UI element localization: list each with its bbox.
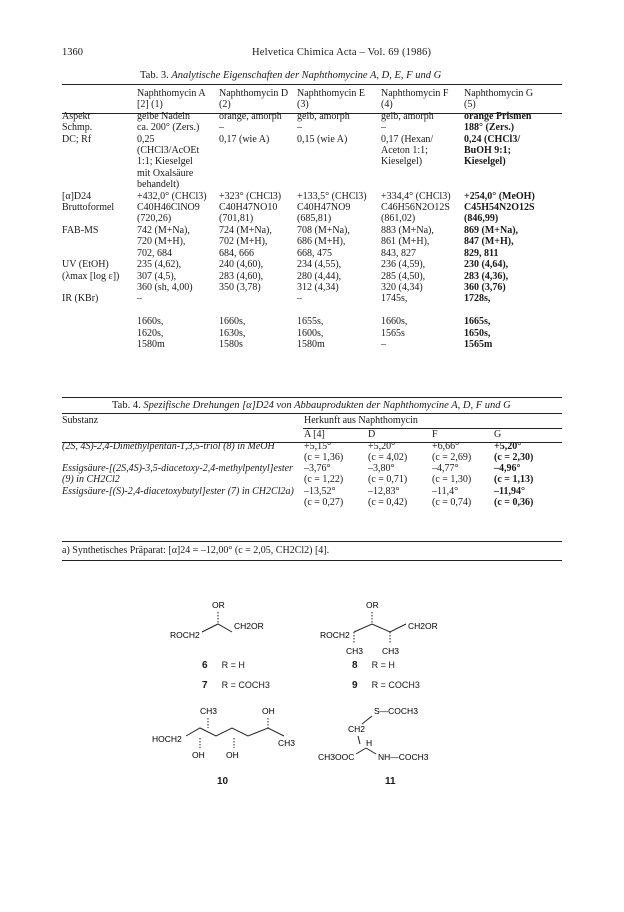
compound-11-label: 11 xyxy=(385,776,396,787)
t4-value: –11,94° xyxy=(494,485,525,497)
t3-col-g: Naphthomycin G (5) xyxy=(464,88,534,111)
table4-row xyxy=(62,452,562,463)
t4-substance xyxy=(62,452,304,463)
t4-subcol-f: F xyxy=(432,429,438,441)
t3-row-label: UV (EtOH) (λmax [log ε]) xyxy=(62,259,120,282)
t3-col-e: Naphthomycin E (3) xyxy=(297,88,366,111)
t4-value: –12,83° xyxy=(368,485,400,497)
journal-title: Helvetica Chimica Acta – Vol. 69 (1986) xyxy=(252,47,432,58)
svg-text:OH: OH xyxy=(226,750,239,760)
t3-cell: +133,5° (CHCl3) xyxy=(297,190,367,202)
t4-value: +6,66° xyxy=(432,440,460,452)
t3-cell: 0,25 (CHCl3/AcOEt 1:1; Kieselgel mit Oxalsäure behandelt) xyxy=(137,133,200,191)
t4-value: (c = 0,27) xyxy=(304,497,344,509)
t3-cell: 0,24 (CHCl3/ BuOH 9:1; Kieselgel) xyxy=(464,133,521,168)
svg-text:CH3: CH3 xyxy=(278,738,296,748)
t3-cell: 1745s, 1660s, 1565s – xyxy=(381,293,408,350)
struct-label: CH2OR xyxy=(234,621,264,631)
t3-cell: 0,15 (wie A) xyxy=(297,133,348,145)
svg-text:OH: OH xyxy=(192,750,205,760)
table4-bottom-rule xyxy=(62,541,562,542)
table3 xyxy=(62,88,562,350)
table3-body xyxy=(62,111,562,351)
t4-col-substanz: Substanz xyxy=(62,415,99,426)
t3-cell: – xyxy=(297,122,302,134)
t3-cell: – xyxy=(219,122,224,134)
t3-cell: 0,17 (wie A) xyxy=(219,133,270,145)
svg-text:NH—COCH3: NH—COCH3 xyxy=(378,752,429,762)
t3-cell: gelb, amorph xyxy=(297,110,350,122)
t4-value: +5,20° xyxy=(494,440,522,452)
svg-text:S—COCH3: S—COCH3 xyxy=(374,706,418,716)
svg-text:H: H xyxy=(366,738,373,748)
t3-cell: ca. 200° (Zers.) xyxy=(137,122,200,134)
t3-cell: – 1655s, 1600s, 1580m xyxy=(297,293,325,350)
t4-substance xyxy=(62,497,304,508)
t3-cell: 883 (M+Na), 861 (M+H), 843, 827 xyxy=(381,224,434,259)
t3-cell: 230 (4,64), 283 (4,36), 360 (3,76) xyxy=(464,259,509,293)
t3-row-label: Aspekt xyxy=(62,110,91,122)
t3-cell: +334,4° (CHCl3) xyxy=(381,190,451,202)
t3-cell: C40H46ClNO9 (720,26) xyxy=(137,202,200,225)
t3-cell: C45H54N2O12S (846,99) xyxy=(464,202,535,225)
table4-footnote: a) Synthetisches Präparat: [α]24 = –12,00° (c = 2,05, CH2Cl2) [4]. xyxy=(62,545,330,556)
t4-substance: (9) in CH2Cl2 xyxy=(62,474,120,486)
compound-7-label: 7 R = COCH3 xyxy=(202,680,270,691)
t3-cell: gelb, amorph xyxy=(381,110,434,122)
t4-value: –13,52° xyxy=(304,485,336,497)
t3-cell: 236 (4,59), 285 (4,50), 320 (4,34) xyxy=(381,259,426,293)
t4-value: –3,76° xyxy=(304,463,331,475)
table4-top-rule xyxy=(62,413,562,414)
t3-cell: C40H47NO9 (685,81) xyxy=(297,202,351,225)
compound-10-label: 10 xyxy=(217,776,229,787)
t3-cell: C46H56N2O12S (861,02) xyxy=(381,202,450,225)
t4-value: (c = 1,30) xyxy=(432,474,472,486)
t3-cell: 708 (M+Na), 686 (M+H), 668, 475 xyxy=(297,224,350,259)
t4-subcol-d: D xyxy=(368,429,376,441)
t4-header-row xyxy=(62,415,562,426)
t4-value: –4,96° xyxy=(494,463,521,475)
table4-row xyxy=(62,497,562,508)
t4-value: (c = 0,36) xyxy=(494,497,534,509)
structure-10 xyxy=(152,706,302,778)
t3-row-label: FAB-MS xyxy=(62,224,99,236)
t3-cell: gelbe Nadeln xyxy=(137,110,191,122)
t4-substance: Essigsäure-[(2S,4S)-3,5-diacetoxy-2,4-methylpentyl]ester xyxy=(62,463,293,475)
svg-text:CH3: CH3 xyxy=(200,706,218,716)
t4-value: (c = 0,71) xyxy=(368,474,408,486)
svg-text:CH3OOC: CH3OOC xyxy=(318,752,355,762)
t3-col-a: Naphthomycin A [2] (1) xyxy=(137,88,206,111)
t3-col-d: Naphthomycin D (2) xyxy=(219,88,289,111)
t3-cell: 742 (M+Na), 720 (M+H), 702, 684 xyxy=(137,224,190,259)
structure-8-9 xyxy=(320,600,460,662)
t4-value: (c = 1,13) xyxy=(494,474,534,486)
svg-text:CH3: CH3 xyxy=(382,646,400,656)
t3-row-label: Bruttoformel xyxy=(62,202,115,214)
compound-8-label: 8 R = H xyxy=(352,660,395,671)
t4-substance: (2S, 4S)-2,4-Dimethylpentan-1,3,5-triol (8) in MeOH xyxy=(62,440,275,452)
t4-value: (c = 0,74) xyxy=(432,497,472,509)
t3-cell: orange, amorph xyxy=(219,110,282,122)
table4 xyxy=(62,415,562,508)
table4-row xyxy=(62,474,562,485)
t3-cell: 724 (M+Na), 702 (M+H), 684, 666 xyxy=(219,224,272,259)
table4-header-rule xyxy=(62,442,562,443)
table3-header-rule xyxy=(62,113,562,114)
t3-cell: +432,0° (CHCl3) xyxy=(137,190,207,202)
svg-text:OH: OH xyxy=(262,706,275,716)
t3-cell: +323° (CHCl3) xyxy=(219,190,282,202)
t3-cell: C40H47NO10 (701,81) xyxy=(219,202,278,225)
t3-row-label: IR (KBr) xyxy=(62,293,99,305)
t3-col-f: Naphthomycin F (4) xyxy=(381,88,449,111)
t4-value: (c = 1,36) xyxy=(304,451,344,463)
t4-value: (c = 2,69) xyxy=(432,451,472,463)
compound-9-label: 9 R = COCH3 xyxy=(352,680,420,691)
table3-row xyxy=(62,225,562,259)
struct-label: ROCH2 xyxy=(170,630,200,640)
table3-row xyxy=(62,134,562,191)
t4-col-herkunft: Herkunft aus Naphthomycin xyxy=(304,415,418,426)
table3-header-row xyxy=(62,88,562,111)
t3-cell: 1660s, 1630s, 1580s xyxy=(219,316,246,350)
t4-value: (c = 0,42) xyxy=(368,497,408,509)
table3-top-rule xyxy=(62,84,562,85)
struct-label: OR xyxy=(212,600,225,610)
table3-row xyxy=(62,122,562,133)
svg-text:OR: OR xyxy=(366,600,379,610)
t3-cell: 869 (M+Na), 847 (M+H), 829, 811 xyxy=(464,224,519,259)
page-number: 1360 xyxy=(62,47,83,58)
structure-6-7 xyxy=(170,600,290,652)
t4-value: (c = 1,22) xyxy=(304,474,344,486)
table3-bottom-rule xyxy=(62,397,562,398)
t3-cell: 235 (4,62), 307 (4,5), 360 (sh, 4,00) xyxy=(137,259,193,293)
t4-subcol-g: G xyxy=(494,429,502,441)
table4-final-rule xyxy=(62,560,562,561)
compound-6-label: 6 R = H xyxy=(202,660,245,671)
t3-row-label: Schmp. xyxy=(62,122,93,134)
structure-11 xyxy=(318,706,468,778)
t3-cell: – 1660s, 1620s, 1580m xyxy=(137,293,165,350)
t3-cell: orange Prismen xyxy=(464,110,532,122)
svg-text:CH2OR: CH2OR xyxy=(408,621,438,631)
t3-row-label: DC; Rf xyxy=(62,133,92,145)
table3-row xyxy=(62,293,562,350)
t3-cell: 0,17 (Hexan/ Aceton 1:1; Kieselgel) xyxy=(381,133,434,168)
table3-row xyxy=(62,202,562,225)
table3-row xyxy=(62,259,562,293)
table4-row xyxy=(62,486,562,497)
svg-text:CH2: CH2 xyxy=(348,724,366,734)
svg-text:CH3: CH3 xyxy=(346,646,364,656)
t4-value: +5,20° xyxy=(368,440,396,452)
table4-caption: Tab. 4. Spezifische Drehungen [α]D24 von Abbauprodukten der Naphthomycine A, D, F und G xyxy=(112,400,511,411)
t3-cell: 240 (4,60), 283 (4,60), 350 (3,78) xyxy=(219,259,264,293)
t4-value: (c = 2,30) xyxy=(494,451,534,463)
t3-cell: +254,0° (MeOH) xyxy=(464,190,535,202)
t4-value: –4,77° xyxy=(432,463,459,475)
table4-row xyxy=(62,463,562,474)
t3-row-label: [α]D24 xyxy=(62,190,92,202)
t4-value: +5,15° xyxy=(304,440,332,452)
svg-text:HOCH2: HOCH2 xyxy=(152,734,182,744)
t3-cell: 234 (4,55), 280 (4,44), 312 (4,34) xyxy=(297,259,342,293)
t3-cell: – xyxy=(381,122,386,134)
svg-text:ROCH2: ROCH2 xyxy=(320,630,350,640)
t4-substance: Essigsäure-[(S)-2,4-diacetoxybutyl]ester (7) in CH2Cl2a) xyxy=(62,485,294,497)
t3-cell: 188° (Zers.) xyxy=(464,122,515,134)
t3-cell: 1728s, 1665s, 1650s, 1565m xyxy=(464,293,493,350)
t4-value: –3,80° xyxy=(368,463,395,475)
table3-caption: Tab. 3. Analytische Eigenschaften der Naphthomycine A, D, E, F und G xyxy=(140,70,442,81)
table4-herkunft-rule xyxy=(303,428,562,429)
t4-value: –11,4° xyxy=(432,485,459,497)
table3-row xyxy=(62,191,562,202)
t4-value: (c = 4,02) xyxy=(368,451,408,463)
t4-subcol-a: A [4] xyxy=(304,429,325,441)
